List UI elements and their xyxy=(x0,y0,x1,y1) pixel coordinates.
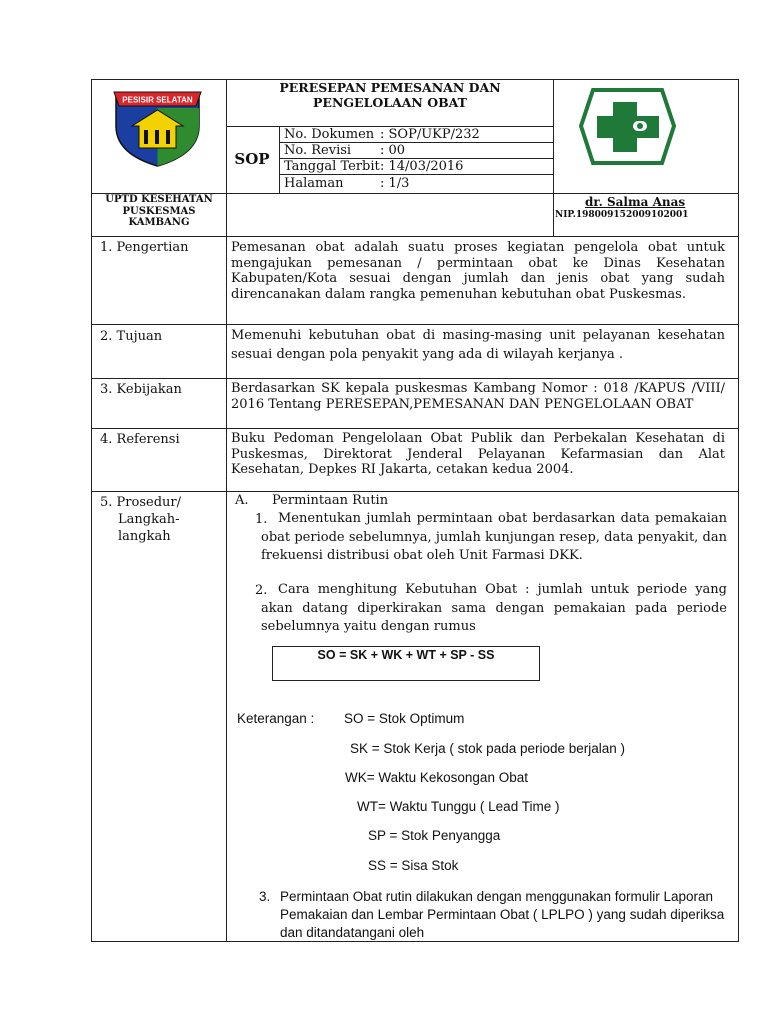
doc-row-number xyxy=(284,127,480,142)
section-label-pengertian: 1. Pengertian xyxy=(100,240,189,255)
item-number: 1. xyxy=(255,512,268,527)
doc-row-label: No. Dokumen xyxy=(284,127,375,142)
pillar xyxy=(144,130,148,144)
signatory-nip: NIP.198009152009102001 xyxy=(555,210,689,220)
signatory-name: dr. Salma Anas xyxy=(585,195,686,209)
row-divider xyxy=(91,324,739,325)
keterangan-item: SO = Stok Optimum xyxy=(344,711,465,726)
doc-row-date xyxy=(284,159,463,174)
row-divider xyxy=(91,491,739,492)
doc-row-page xyxy=(284,176,409,191)
sop-label: SOP xyxy=(234,150,270,168)
document-title: PERESEPAN PEMESANAN DAN PENGELOLAAN OBAT xyxy=(279,80,501,110)
pillar xyxy=(155,130,159,144)
logo-banner-text: PESISIR SELATAN xyxy=(122,95,193,105)
formula-text: SO = SK + WK + WT + SP - SS xyxy=(317,648,495,662)
procedure-item-3: Permintaan Obat rutin dilakukan dengan menggunakan formulir Laporan Pemakaian dan Lembar Permintaan Obat ( LPLPO ) yang sudah diperiksa dan ditandatangani oleh xyxy=(280,889,725,940)
row-divider xyxy=(91,236,739,237)
capsule-dot xyxy=(637,123,643,129)
section-text-pengertian: Pemesanan obat adalah suatu proses kegiatan pengelola obat untuk mengajukan pemesanan / permintaan obat ke Dinas Kesehatan Kabupaten/Kota sesuai dengan jumlah dan jenis obat yang sudah direncanakan dalam rangka pemenuhan kebutuhan obat Puskesmas. xyxy=(231,240,725,302)
row-divider xyxy=(91,378,739,379)
doc-row-value: : SOP/UKP/232 xyxy=(380,127,480,142)
keterangan-item: SK = Stok Kerja ( stok pada periode berjalan ) xyxy=(350,741,626,756)
section-label-prosedur xyxy=(100,494,181,545)
section-label-tujuan: 2. Tujuan xyxy=(100,329,163,344)
doc-row-label: Halaman xyxy=(284,176,344,191)
doc-row-value: : 1/3 xyxy=(380,176,410,191)
section-text-referensi: Buku Pedoman Pengelolaan Obat Publik dan Perbekalan Kesehatan di Puskesmas, Direktorat Jenderal Pelayanan Kefarmasian dan Alat Kesehatan, Depkes RI Jakarta, cetakan kedua 2004. xyxy=(231,431,725,477)
unit-name: UPTD KESEHATAN PUSKESMAS KAMBANG xyxy=(105,194,213,228)
subheading-title: Permintaan Rutin xyxy=(272,493,389,508)
doc-row-value: : 14/03/2016 xyxy=(380,159,464,174)
keterangan-label: Keterangan : xyxy=(237,711,315,726)
kabupaten-logo xyxy=(110,86,205,168)
procedure-item-1: Menentukan jumlah permintaan obat berdasarkan data pemakaian obat periode sebelumnya, jumlah kunjungan resep, data penyakit, dan frekuensi distribusi obat oleh Unit Farmasi DKK. xyxy=(261,511,727,563)
row-divider xyxy=(91,428,739,429)
procedure-item-2: Cara menghitung Kebutuhan Obat : jumlah untuk periode yang akan datang diperkirakan sama dengan pemakaian pada periode sebelumnya yaitu dengan rumus xyxy=(261,582,727,634)
pillar xyxy=(166,130,170,144)
section-label-referensi: 4. Referensi xyxy=(100,432,180,447)
doc-row-label: Tanggal Terbit xyxy=(284,159,380,174)
item-number: 2. xyxy=(255,583,268,598)
keterangan-item: SS = Sisa Stok xyxy=(368,858,459,873)
section-label-kebijakan: 3. Kebijakan xyxy=(100,382,182,397)
doc-row-revision xyxy=(284,143,405,158)
label-line: 5. Prosedur/ xyxy=(100,495,181,510)
section-text-kebijakan: Berdasarkan SK kepala puskesmas Kambang Nomor : 018 /KAPUS /VIII/ 2016 Tentang PERESEPAN,PEMESANAN DAN PENGELOLAAN OBAT xyxy=(231,381,725,412)
keterangan-item: WK= Waktu Kekosongan Obat xyxy=(345,770,528,785)
sop-divider xyxy=(279,126,280,193)
keterangan-item: WT= Waktu Tunggu ( Lead Time ) xyxy=(357,799,560,814)
puskesmas-logo xyxy=(579,88,676,165)
label-line: Langkah- xyxy=(118,512,180,527)
label-line: langkah xyxy=(118,529,171,544)
doc-row-divider xyxy=(279,174,553,175)
doc-row-label: No. Revisi xyxy=(284,143,352,158)
subheading-letter: A. xyxy=(235,493,249,508)
doc-row-value: : 00 xyxy=(380,143,406,158)
item-number: 3. xyxy=(259,889,271,904)
section-text-tujuan: Memenuhi kebutuhan obat di masing-masing unit pelayanan kesehatan sesuai dengan pola penyakit yang ada di wilayah kerjanya . xyxy=(231,328,725,362)
column-divider xyxy=(226,79,227,942)
keterangan-item: SP = Stok Penyangga xyxy=(368,828,501,843)
